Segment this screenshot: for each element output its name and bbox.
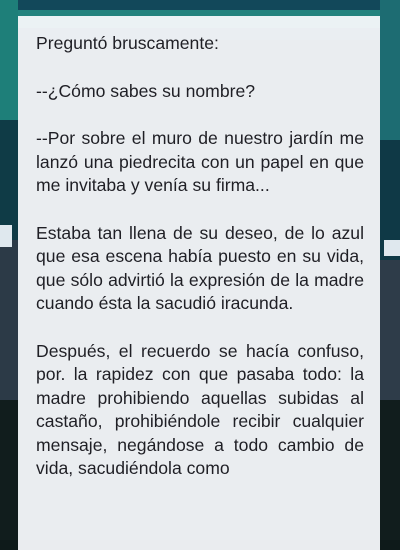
story-paragraph-2: --¿Cómo sabes su nombre? bbox=[36, 80, 256, 101]
story-paragraph-3: --Por sobre el muro de nuestro jardín me lanzó una piedrecita con un papel en que me invitaba y venía su firma... bbox=[36, 128, 364, 195]
story-paragraph-4: Estaba tan llena de su deseo, de lo azul que esa escena había puesto en su vida, que sólo advirtió la expresión de la madre cuando ésta la sacudió iracunda. bbox=[36, 222, 364, 313]
story-text-panel bbox=[18, 16, 380, 550]
story-paragraph-5: Después, el recuerdo se hacía confuso, por. la rapidez con que pasaba todo: la madre prohibiendo aquellas subidas al castaño, prohibiéndole recibir cualquier mensaje, negándose a todo cambio de vida, sacudiéndola como bbox=[36, 340, 364, 478]
story-paragraph-1: Preguntó bruscamente: bbox=[36, 33, 219, 53]
